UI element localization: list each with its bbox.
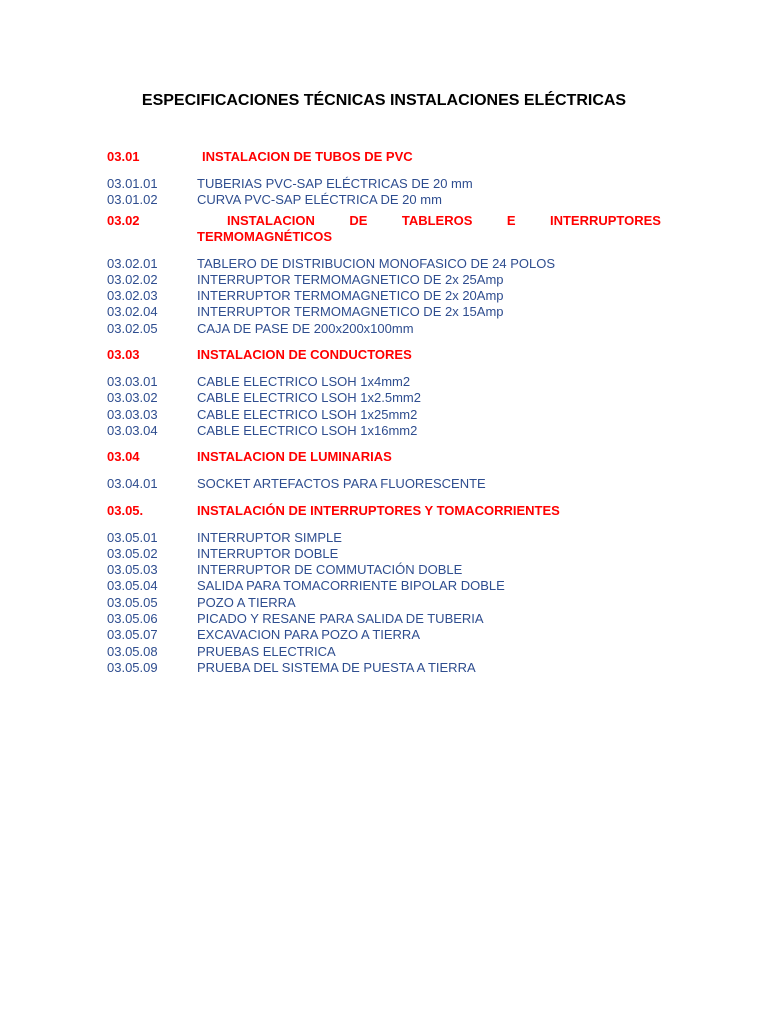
section-heading	[107, 449, 661, 465]
section-title: INSTALACION DE TUBOS DE PVC	[202, 149, 413, 164]
list-item	[107, 390, 661, 406]
list-item	[107, 476, 661, 492]
section-title-line-1	[197, 213, 661, 229]
item-description: INTERRUPTOR DE COMMUTACIÓN DOBLE	[197, 562, 463, 578]
list-item	[107, 321, 661, 337]
item-code: 03.01.01	[107, 176, 158, 191]
title-word: DE	[349, 212, 368, 228]
item-description: CABLE ELECTRICO LSOH 1x16mm2	[197, 422, 418, 438]
list-item	[107, 407, 661, 423]
item-description: PRUEBA DEL SISTEMA DE PUESTA A TIERRA	[197, 659, 476, 675]
title-word: E	[506, 212, 516, 228]
section-03-02	[107, 213, 661, 337]
item-code: 03.05.04	[107, 578, 158, 594]
item-code: 03.02.05	[107, 320, 158, 336]
list-item	[107, 578, 661, 594]
item-list	[107, 176, 661, 209]
title-word: INTERRUPTORES	[549, 212, 661, 228]
page-title: ESPECIFICACIONES TÉCNICAS INSTALACIONES ELÉCTRICAS	[141, 92, 627, 109]
item-code: 03.05.09	[107, 659, 158, 675]
item-description: INTERRUPTOR SIMPLE	[197, 529, 342, 545]
list-item	[107, 546, 661, 562]
list-item	[107, 256, 661, 272]
item-code: 03.04.01	[107, 476, 158, 492]
section-heading	[107, 213, 661, 245]
item-code: 03.05.08	[107, 643, 158, 659]
item-code: 03.02.01	[107, 255, 158, 271]
item-description: INTERRUPTOR TERMOMAGNETICO DE 2x 20Amp	[197, 288, 504, 304]
list-item	[107, 374, 661, 390]
section-title-line-2: TERMOMAGNÉTICOS	[197, 228, 333, 244]
item-code: 03.03.03	[107, 406, 158, 422]
list-item	[107, 644, 661, 660]
list-item	[107, 627, 661, 643]
list-item	[107, 562, 661, 578]
list-item	[107, 611, 661, 627]
specifications-list	[107, 149, 661, 686]
item-description: TABLERO DE DISTRIBUCION MONOFASICO DE 24 POLOS	[197, 255, 556, 271]
section-title: INSTALACIÓN DE INTERRUPTORES Y TOMACORRIENTES	[197, 502, 560, 518]
section-title: INSTALACION DE CONDUCTORES	[197, 347, 412, 363]
section-title	[197, 213, 661, 245]
item-code: 03.05.01	[107, 529, 158, 545]
section-code: 03.04	[107, 449, 140, 465]
item-description: EXCAVACION PARA POZO A TIERRA	[197, 627, 420, 643]
section-code: 03.01	[107, 149, 140, 164]
item-description: CABLE ELECTRICO LSOH 1x2.5mm2	[197, 390, 421, 406]
item-list	[107, 256, 661, 337]
item-code: 03.03.02	[107, 390, 158, 406]
title-word: INSTALACION	[227, 212, 315, 228]
section-code: 03.05.	[107, 502, 144, 518]
item-description: CURVA PVC-SAP ELÉCTRICA DE 20 mm	[197, 192, 442, 208]
section-code: 03.02	[107, 212, 140, 228]
item-description: TUBERIAS PVC-SAP ELÉCTRICAS DE 20 mm	[197, 176, 473, 191]
item-code: 03.05.06	[107, 611, 158, 627]
list-item	[107, 530, 661, 546]
title-word: TABLEROS	[401, 212, 473, 228]
item-description: SOCKET ARTEFACTOS PARA FLUORESCENTE	[197, 476, 486, 492]
list-item	[107, 192, 661, 208]
item-description: INTERRUPTOR DOBLE	[197, 545, 339, 561]
item-code: 03.03.01	[107, 374, 158, 390]
item-code: 03.03.04	[107, 422, 158, 438]
item-description: PRUEBAS ELECTRICA	[197, 643, 336, 659]
list-item	[107, 272, 661, 288]
item-list	[107, 530, 661, 677]
item-code: 03.02.03	[107, 288, 158, 304]
list-item	[107, 660, 661, 676]
list-item	[107, 304, 661, 320]
list-item	[107, 288, 661, 304]
section-03-03	[107, 347, 661, 439]
item-code: 03.05.03	[107, 562, 158, 578]
section-03-01	[107, 149, 661, 209]
item-code: 03.01.02	[107, 192, 158, 208]
item-code: 03.05.07	[107, 627, 158, 643]
item-description: CAJA DE PASE DE 200x200x100mm	[197, 320, 414, 336]
section-heading	[107, 347, 661, 363]
section-heading	[107, 503, 661, 519]
item-description: INTERRUPTOR TERMOMAGNETICO DE 2x 25Amp	[197, 271, 504, 287]
item-description: POZO A TIERRA	[197, 594, 296, 610]
section-title: INSTALACION DE LUMINARIAS	[197, 449, 392, 465]
list-item	[107, 423, 661, 439]
section-03-04	[107, 449, 661, 492]
item-description: CABLE ELECTRICO LSOH 1x25mm2	[197, 406, 418, 422]
item-description: INTERRUPTOR TERMOMAGNETICO DE 2x 15Amp	[197, 304, 504, 320]
item-description: SALIDA PARA TOMACORRIENTE BIPOLAR DOBLE	[197, 578, 505, 594]
item-code: 03.05.05	[107, 594, 158, 610]
item-code: 03.02.02	[107, 271, 158, 287]
item-list	[107, 374, 661, 439]
section-code: 03.03	[107, 347, 140, 363]
list-item	[107, 176, 661, 192]
item-list	[107, 476, 661, 492]
item-description: CABLE ELECTRICO LSOH 1x4mm2	[197, 374, 411, 390]
section-03-05	[107, 503, 661, 677]
list-item	[107, 595, 661, 611]
item-code: 03.05.02	[107, 545, 158, 561]
item-code: 03.02.04	[107, 304, 158, 320]
section-heading	[107, 149, 661, 165]
item-description: PICADO Y RESANE PARA SALIDA DE TUBERIA	[197, 611, 484, 627]
